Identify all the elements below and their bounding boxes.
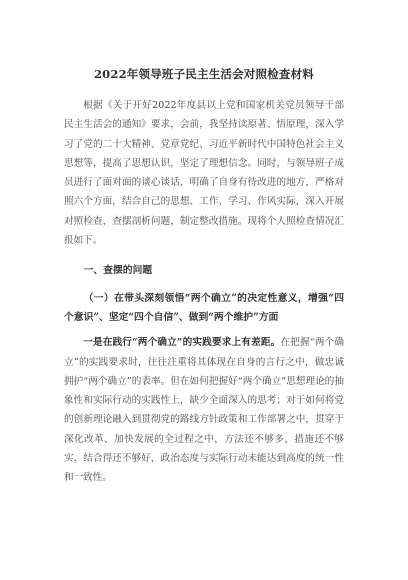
section-heading: 一、查摆的问题 xyxy=(83,265,153,277)
intro-paragraph: 根据《关于开好2022年度县以上党和国家机关党员领导干部民主生活会的通知》要求，会前，我坚持读原著、悟原理，深入学习了党的二十大精神、党章党纪、习近平新时代中国特色社会主义思想等，提高了思想认识，坚定了理想信念。同时，与领导班子成员进行了面对面的谈心谈话，明确了自身有待改进的地方，严格对照六个方面，结合自己的思想、工作、学习、作风实际，深入开展对照检查，查摆剖析问题，制定整改措施。现将个人照检查情况汇报如下。 xyxy=(64,100,344,247)
sub-heading: （一）在带头深刻领悟“两个确立”的决定性意义，增强“四个意识”、坚定“四个自信”、做到“两个维护”方面 xyxy=(64,292,344,323)
point-lead: 一是在践行“两个确立”的实践要求上有差距。 xyxy=(83,337,281,349)
document-title: 2022年领导班子民主生活会对照检查材料 xyxy=(93,67,314,81)
point-paragraph xyxy=(64,333,344,487)
point-body: 在把握“两个确立”的实践要求时，往往注重将其体现在自身的言行之中，做忠诚拥护“两个确立”的表率。但在如何把握好“两个确立”思想理论的抽象性和实际行动的实践性上，缺少全面深入的思考；对于如何将党的创新理论融入到贯彻党的路线方针政策和工作部署之中，贯穿于深化改革、加快发展的全过程之中，方法还不够多，措施还不够实，结合得还不够好，政治态度与实际行动未能达到高度的统一性和一致性。 xyxy=(64,337,344,484)
